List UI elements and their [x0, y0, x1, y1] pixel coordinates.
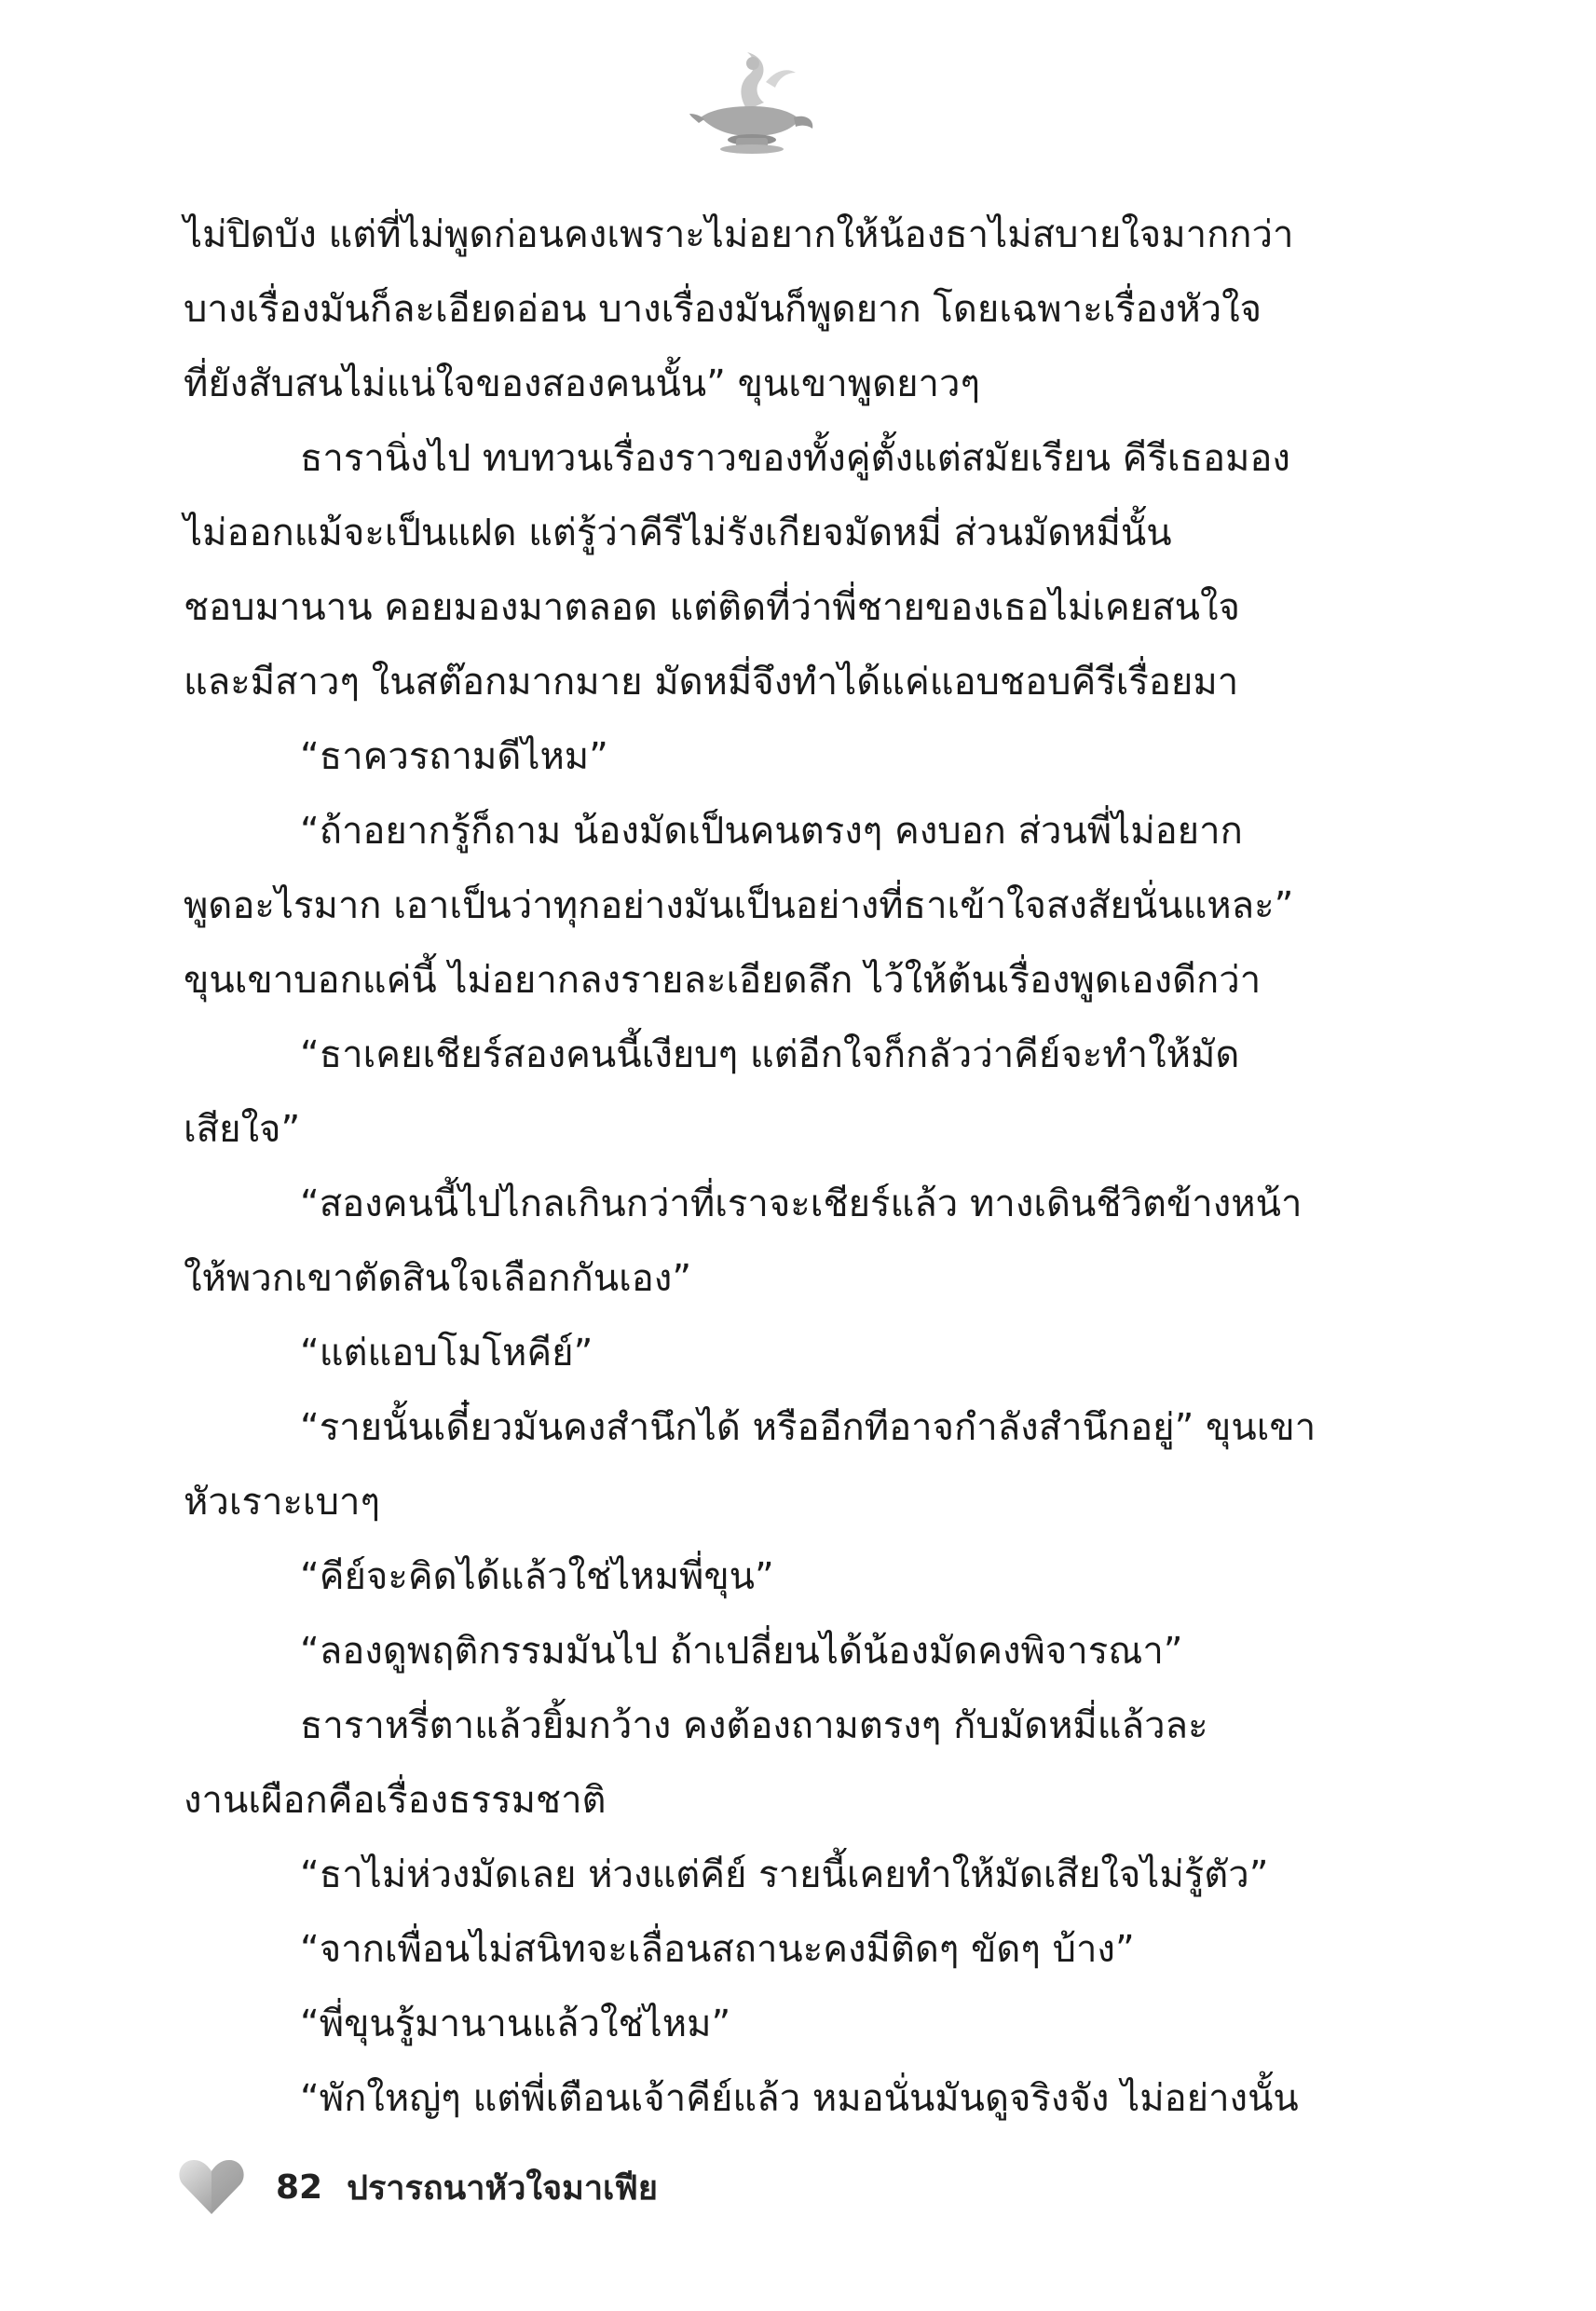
- heart-svg: [177, 2156, 246, 2218]
- text-line: ชอบมานาน คอยมองมาตลอด แต่ติดที่ว่าพี่ชายของเธอไม่เคยสนใจ: [184, 586, 1240, 629]
- text-line: หัวเราะเบาๆ: [184, 1481, 380, 1524]
- heart-icon: [177, 2156, 246, 2218]
- page-number: 82: [276, 2167, 323, 2207]
- text-line: “รายนั้นเดี๋ยวมันคงสำนึกได้ หรืออีกทีอาจกำลังสำนึกอยู่” ขุนเขา: [300, 1406, 1316, 1449]
- text-line: “พี่ขุนรู้มานานแล้วใช่ไหม”: [300, 2003, 731, 2045]
- text-line: ไม่ปิดบัง แต่ที่ไม่พูดก่อนคงเพราะไม่อยากให้น้องธาไม่สบายใจมากกว่า: [184, 213, 1294, 256]
- text-line: “จากเพื่อนไม่สนิทจะเลื่อนสถานะคงมีติดๆ ขัดๆ บ้าง”: [300, 1928, 1135, 1971]
- text-line: “พักใหญ่ๆ แต่พี่เตือนเจ้าคีย์แล้ว หมอนั่นมันดูจริงจัง ไม่อย่างนั้น: [300, 2077, 1299, 2120]
- text-line: “ธาเคยเชียร์สองคนนี้เงียบๆ แต่อีกใจก็กลัวว่าคีย์จะทำให้มัด: [300, 1033, 1240, 1076]
- text-line: ขุนเขาบอกแค่นี้ ไม่อยากลงรายละเอียดลึก ไว้ให้ต้นเรื่องพูดเองดีกว่า: [184, 959, 1262, 1002]
- genie-lamp-icon: [682, 45, 822, 157]
- text-line: บางเรื่องมันก็ละเอียดอ่อน บางเรื่องมันก็พูดยาก โดยเฉพาะเรื่องหัวใจ: [184, 288, 1262, 331]
- text-line: ธาราหรี่ตาแล้วยิ้มกว้าง คงต้องถามตรงๆ กับมัดหมี่แล้วละ: [300, 1704, 1208, 1747]
- text-line: พูดอะไรมาก เอาเป็นว่าทุกอย่างมันเป็นอย่างที่ธาเข้าใจสงสัยนั่นแหละ”: [184, 884, 1294, 927]
- text-line: “ธาควรถามดีไหม”: [300, 735, 608, 778]
- text-line: ที่ยังสับสนไม่แน่ใจของสองคนนั้น” ขุนเขาพูดยาวๆ: [184, 362, 980, 405]
- body-text: [184, 198, 1339, 2136]
- text-line: “ธาไม่ห่วงมัดเลย ห่วงแต่คีย์ รายนี้เคยทำให้มัดเสียใจไม่รู้ตัว”: [300, 1853, 1269, 1896]
- text-line: เสียใจ”: [184, 1108, 301, 1151]
- text-line: และมีสาวๆ ในสต๊อกมากมาย มัดหมี่จึงทำได้แค่แอบชอบคีรีเรื่อยมา: [184, 661, 1239, 704]
- book-title: ปรารถนาหัวใจมาเฟีย: [347, 2168, 658, 2208]
- text-line: “ลองดูพฤติกรรมมันไป ถ้าเปลี่ยนได้น้องมัดคงพิจารณา”: [300, 1630, 1183, 1673]
- text-line: “สองคนนี้ไปไกลเกินกว่าที่เราจะเชียร์แล้ว ทางเดินชีวิตข้างหน้า: [300, 1183, 1303, 1225]
- genie-lamp-svg: [682, 45, 822, 157]
- text-line: ไม่ออกแม้จะเป็นแฝด แต่รู้ว่าคีรีไม่รังเกียจมัดหมี่ ส่วนมัดหมี่นั้น: [184, 512, 1172, 554]
- text-line: “คีย์จะคิดได้แล้วใช่ไหมพี่ขุน”: [300, 1555, 774, 1598]
- text-line: ธารานิ่งไป ทบทวนเรื่องราวของทั้งคู่ตั้งแต่สมัยเรียน คีรีเธอมอง: [300, 437, 1290, 480]
- text-line: ให้พวกเขาตัดสินใจเลือกกันเอง”: [184, 1257, 692, 1300]
- text-line: “แต่แอบโมโหคีย์”: [300, 1332, 593, 1374]
- page-footer: [177, 2154, 658, 2220]
- text-line: งานเผือกคือเรื่องธรรมชาติ: [184, 1779, 607, 1822]
- text-line: “ถ้าอยากรู้ก็ถาม น้องมัดเป็นคนตรงๆ คงบอก ส่วนพี่ไม่อยาก: [300, 810, 1243, 853]
